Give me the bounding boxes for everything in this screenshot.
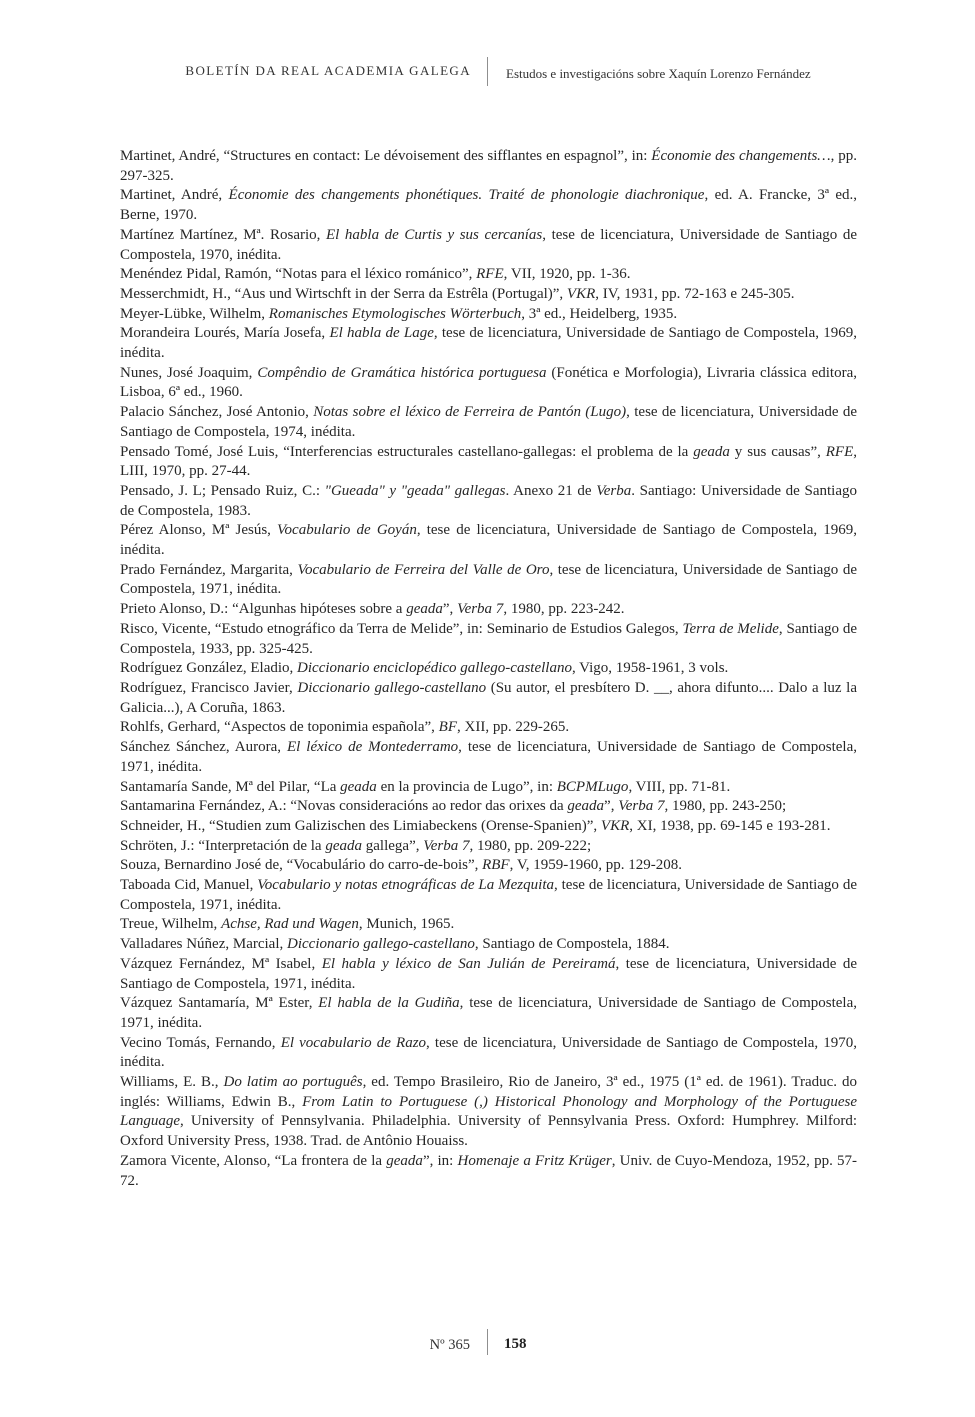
entry-text: Prado Fernández, Margarita, [120, 561, 298, 578]
entry-text: , tese de licenciatura, Universidade de Santiago de Compostela, 1970, inédita. [120, 226, 858, 263]
entry-text: , Santiago de Compostela, 1933, pp. 325-425. [120, 620, 857, 657]
entry-title-italic: El habla y léxico de San Julián de Pereiramá [321, 955, 616, 972]
entry-title-italic: Économie des changements phonétiques. Traité de phonologie diachronique [228, 187, 705, 204]
bibliography-entry [120, 915, 857, 935]
entry-title-italic: geada [693, 443, 730, 460]
entry-text: Messerchmidt, H., “Aus und Wirtschft in der Serra da Estrêla (Portugal)”, [120, 285, 567, 302]
entry-text: , ed. A. Francke, 3ª ed., Berne, 1970. [120, 187, 858, 224]
entry-text: Martinet, André, “Structures en contact: Le dévoisement des sifflantes en espagnol”, in: [120, 148, 652, 164]
entry-text: Menéndez Pidal, Ramón, “Notas para el léxico románico”, [120, 266, 477, 283]
entry-title-italic: geada [386, 1152, 423, 1169]
entry-text: Schröten, J.: “Interpretación de la [120, 837, 326, 854]
bibliography-entry [120, 561, 857, 600]
entry-text: Vázquez Santamaría, Mª Ester, [120, 995, 319, 1012]
entry-title-italic: El habla de la Gudiña [318, 995, 460, 1012]
entry-text: Sánchez Sánchez, Aurora, [120, 739, 287, 756]
entry-text: . Santiago: Universidade de Santiago de Compostela, 1983. [120, 482, 857, 519]
entry-text: , tese de licenciatura, Universidade de Santiago de Compostela, 1974, inédita. [120, 404, 858, 440]
entry-title-italic: Homenaje a Fritz Krüger [457, 1152, 612, 1169]
issue-title: Estudos e investigacións sobre Xaquín Lorenzo Fernández [506, 66, 811, 81]
entry-text: ”, [442, 601, 458, 618]
entry-text: , University of Pennsylvania. Philadelphia. University of Pennsylvania Press. Oxford: Humphrey. Milford: Oxford University Press, 1938. Trad. de Antônio Houaiss. [120, 1113, 857, 1150]
entry-title-italic: Notas sobre el léxico de Ferreira de Pantón (Lugo) [313, 404, 627, 421]
bibliography-entry [120, 679, 857, 718]
entry-text: ”, [604, 798, 619, 815]
entry-text: Santamarina Fernández, A.: “Novas consideracións ao redor das orixes da [120, 798, 568, 815]
entry-title-italic: Terra de Melide [682, 620, 779, 637]
bibliography-entry [120, 226, 857, 265]
bibliography-entry [120, 620, 857, 659]
bibliography-entry [120, 521, 857, 560]
entry-text: Pensado Tomé, José Luis, “Interferencias estructurales castellano-gallegas: el problema de la [120, 443, 694, 460]
entry-text: , Univ. de Cuyo-Mendoza, 1952, pp. 57-72. [120, 1152, 857, 1189]
entry-text: , 1980, pp. 223-242. [503, 601, 625, 618]
entry-title-italic: geada [325, 837, 363, 854]
bibliography-entry [120, 817, 857, 837]
entry-text: Rodríguez, Francisco Javier, [120, 679, 298, 696]
entry-title-italic: El habla de Lage [329, 325, 434, 342]
bibliography-entry [120, 876, 857, 915]
bibliography-entry [120, 797, 857, 817]
entry-text: Vecino Tomás, Fernando, [120, 1034, 281, 1051]
bibliography-entry [120, 147, 857, 186]
entry-text: Palacio Sánchez, José Antonio, [120, 404, 314, 421]
entry-text: , XII, pp. 229-265. [457, 719, 570, 736]
entry-text: Williams, E. B., [120, 1074, 224, 1091]
bibliography-entry [120, 837, 857, 857]
bibliography-entry [120, 403, 857, 442]
entry-title-italic: Romanisches Etymologisches Wörterbuch [268, 305, 522, 322]
entry-title-italic: Vocabulario de Goyán [277, 522, 417, 539]
entry-title-italic: geada [567, 798, 605, 815]
entry-text: , V, 1959-1960, pp. 129-208. [509, 857, 682, 874]
entry-title-italic: BCPMLugo [556, 778, 629, 795]
entry-title-italic: Vocabulario y notas etnográficas de La Mezquita [257, 877, 554, 894]
entry-text: Pérez Alonso, Mª Jesús, [120, 522, 278, 539]
entry-title-italic: El habla de Curtis y sus cercanías [326, 226, 543, 243]
entry-title-italic: Verba 7 [423, 837, 470, 854]
entry-text: Schneider, H., “Studien zum Galizischen des Limiabeckens (Orense-Spanien)”, [120, 817, 601, 834]
entry-title-italic: El léxico de Montederramo [287, 739, 459, 756]
entry-text: , VII, 1920, pp. 1-36. [503, 266, 631, 283]
entry-title-italic: RFE [825, 443, 854, 460]
page-number: 158 [504, 1336, 527, 1352]
bibliography-entry [120, 443, 857, 482]
bibliography-entry [120, 778, 857, 798]
entry-title-italic: Verba 7 [618, 798, 665, 815]
entry-text: , XI, 1938, pp. 69-145 e 193-281. [629, 817, 831, 834]
entry-text: . Anexo 21 de [505, 482, 597, 499]
entry-text: Rohlfs, Gerhard, “Aspectos de toponimia española”, [120, 719, 439, 736]
entry-text: Morandeira Lourés, María Josefa, [120, 325, 330, 342]
bibliography-entry [120, 1152, 857, 1191]
bibliography-entry [120, 856, 857, 876]
entry-text: , tese de licenciatura, Universidade de Santiago de Compostela, 1971, inédita. [120, 561, 858, 598]
bibliography-entry [120, 600, 857, 620]
entry-text: , tese de licenciatura, Universidade de Santiago de Compostela, 1971, inédita. [120, 877, 857, 913]
journal-title: BOLETÍN DA REAL ACADEMIA GALEGA [185, 63, 471, 78]
entry-text: Vázquez Fernández, Mª Isabel, [120, 955, 322, 972]
entry-text: , LIII, 1970, pp. 27-44. [120, 443, 857, 480]
entry-title-italic: Diccionario gallego-castellano [287, 936, 475, 953]
entry-text: gallega”, [362, 837, 424, 854]
entry-text: , IV, 1931, pp. 72-163 e 245-305. [595, 285, 795, 302]
bibliography-entry [120, 305, 857, 325]
entry-title-italic: VKR [566, 285, 596, 302]
entry-text: , 3ª ed., Heidelberg, 1935. [521, 305, 678, 322]
entry-title-italic: Économie des changements… [651, 148, 831, 164]
bibliography-entry [120, 935, 857, 955]
entry-text: , tese de licenciatura, Universidade de Santiago de Compostela, 1971, inédita. [120, 739, 858, 775]
entry-text: , tese de licenciatura, Universidade de Santiago de Compostela, 1969, inédita. [120, 522, 858, 559]
bibliography-entry [120, 186, 857, 225]
entry-text: Pensado, J. L; Pensado Ruiz, C.: [120, 482, 325, 499]
footer-divider [487, 1329, 488, 1355]
entry-text: , Munich, 1965. [358, 916, 455, 933]
bibliography-entry [120, 482, 857, 521]
entry-title-italic: VKR [600, 817, 630, 834]
entry-title-italic: Vocabulario de Ferreira del Valle de Oro [297, 561, 550, 578]
entry-text: Prieto Alonso, D.: “Algunhas hipóteses sobre a [120, 601, 407, 618]
entry-text: , tese de licenciatura, Universidade de Santiago de Compostela, 1969, inédita. [120, 325, 858, 362]
issue-number: Nº 365 [429, 1337, 470, 1353]
entry-text: , ed. Tempo Brasileiro, Rio de Janeiro, 3ª ed., 1975 (1ª ed. de 1961). Traduc. do inglés: Williams, Edwin B., [120, 1074, 857, 1110]
entry-text: Martínez Martínez, Mª. Rosario, [120, 226, 326, 243]
bibliography-entry [120, 265, 857, 285]
entry-title-italic: geada [406, 601, 443, 618]
header-divider [487, 57, 488, 86]
entry-text: ”, in: [422, 1152, 458, 1169]
entry-text: Santamaría Sande, Mª del Pilar, “La [120, 778, 341, 795]
bibliography-entry [120, 659, 857, 679]
entry-text: y sus causas”, [729, 443, 826, 460]
entry-text: Taboada Cid, Manuel, [120, 877, 258, 894]
entry-text: , VIII, pp. 71-81. [628, 778, 731, 795]
entry-text: , tese de licenciatura, Universidade de Santiago de Compostela, 1971, inédita. [120, 955, 857, 992]
entry-text: Risco, Vicente, “Estudo etnográfico da Terra de Melide”, in: Seminario de Estudios Galegos, [120, 620, 683, 637]
bibliography-entry [120, 994, 857, 1033]
entry-text: , tese de licenciatura, Universidade de Santiago de Compostela, 1970, inédita. [120, 1034, 858, 1071]
entry-text: en la provincia de Lugo”, in: [376, 778, 557, 795]
entry-text: , Vigo, 1958-1961, 3 vols. [571, 660, 729, 677]
entry-text: (Su autor, el presbítero D. __, ahora difunto.... Dalo a luz la Galicia...), A Coruña, 1863. [120, 679, 857, 716]
entry-title-italic: RFE [476, 266, 504, 283]
entry-title-italic: Achse, Rad und Wagen [221, 916, 359, 933]
entry-text: Souza, Bernardino José de, “Vocabulário do carro-de-bois”, [120, 857, 483, 874]
entry-title-italic: BF [438, 719, 457, 736]
bibliography-entry [120, 364, 857, 403]
entry-text: , tese de licenciatura, Universidade de Santiago de Compostela, 1971, inédita. [120, 995, 857, 1031]
bibliography-list [120, 147, 857, 1191]
bibliography-entry [120, 955, 857, 994]
entry-title-italic: El vocabulario de Razo [280, 1034, 427, 1051]
bibliography-entry [120, 738, 857, 777]
bibliography-entry [120, 1073, 857, 1152]
entry-title-italic: Diccionario gallego-castellano [297, 679, 487, 696]
bibliography-entry [120, 324, 857, 363]
entry-title-italic: RBF [482, 857, 510, 874]
entry-title-italic: Verba [596, 482, 632, 499]
entry-title-italic: "Gueada" y "geada" gallegas [324, 482, 506, 499]
entry-text: Zamora Vicente, Alonso, “La frontera de la [120, 1152, 387, 1169]
entry-text: Martinet, André, [120, 187, 229, 204]
entry-text: , Santiago de Compostela, 1884. [474, 936, 670, 953]
entry-text: Meyer-Lübke, Wilhelm, [120, 305, 269, 322]
bibliography-entry [120, 718, 857, 738]
entry-text: , pp. 297-325. [120, 148, 857, 184]
entry-title-italic: Do latim ao português [223, 1074, 363, 1091]
bibliography-entry [120, 285, 857, 305]
entry-text: , 1980, pp. 243-250; [664, 798, 787, 815]
entry-title-italic: Verba 7 [457, 601, 504, 618]
entry-title-italic: geada [340, 778, 377, 795]
entry-text: Treue, Wilhelm, [120, 916, 222, 933]
entry-text: Rodríguez González, Eladio, [120, 660, 298, 677]
entry-text: (Fonética e Morfologia), Livraria clássica editora, Lisboa, 6ª ed., 1960. [120, 364, 857, 401]
entry-text: Valladares Núñez, Marcial, [120, 936, 288, 953]
entry-text: Nunes, José Joaquim, [120, 364, 258, 381]
entry-title-italic: Compêndio de Gramática histórica portuguesa [257, 364, 547, 381]
bibliography-entry [120, 1034, 857, 1073]
entry-text: , 1980, pp. 209-222; [469, 837, 592, 854]
entry-title-italic: From Latin to Portuguese (,) Historical Phonology and Morphology of the Portuguese Language [120, 1093, 857, 1130]
entry-title-italic: Diccionario enciclopédico gallego-castellano [297, 660, 572, 677]
